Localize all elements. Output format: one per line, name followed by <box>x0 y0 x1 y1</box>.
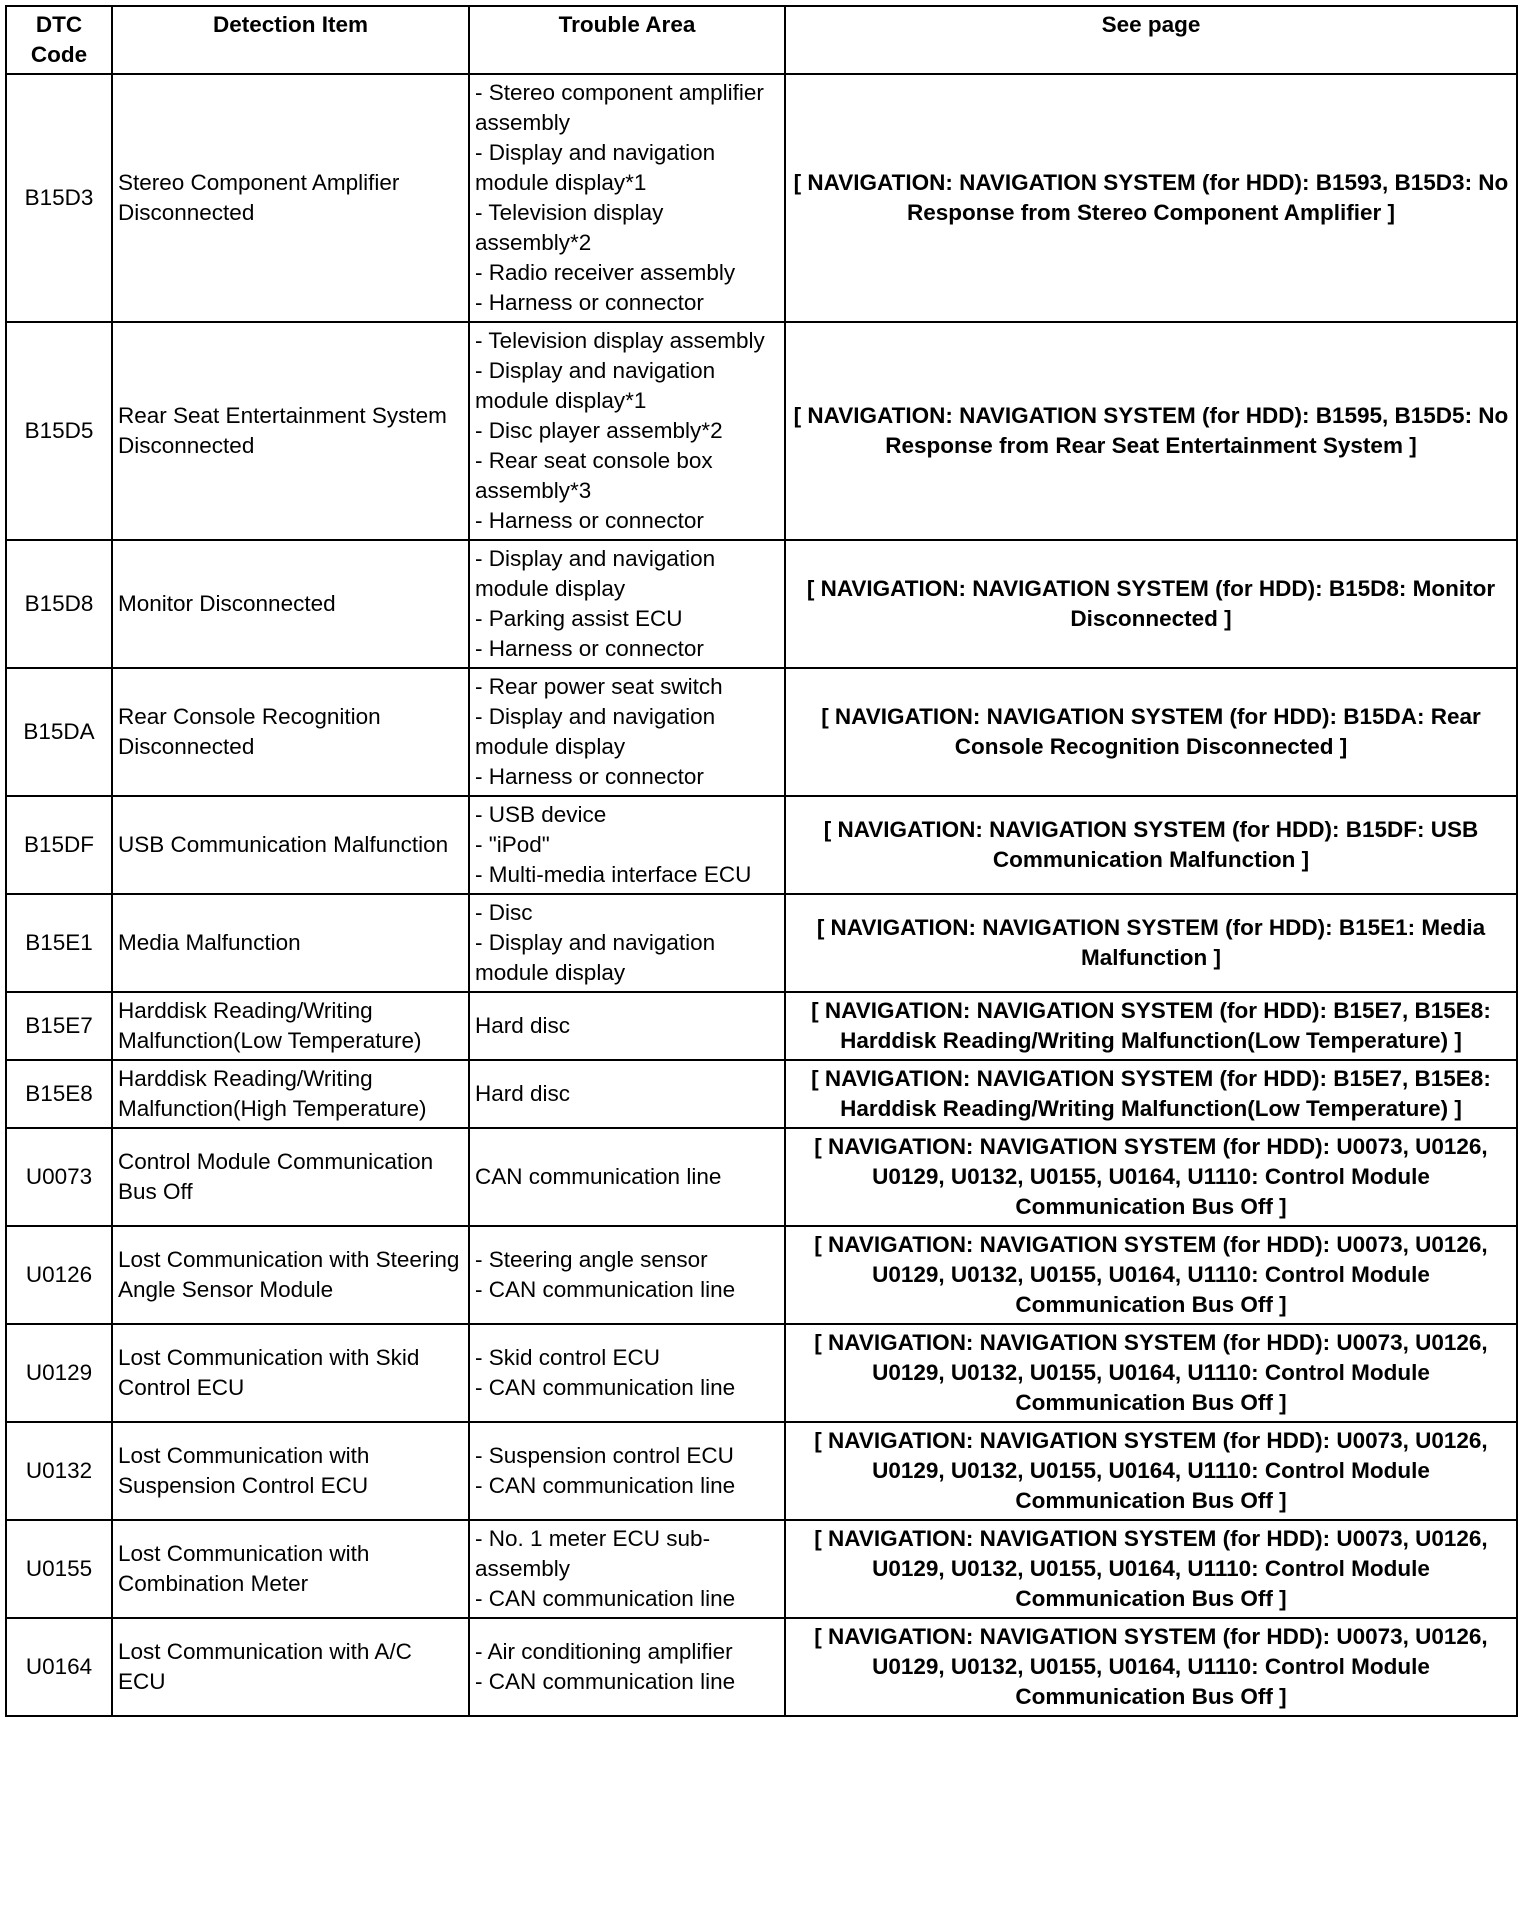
detection-item-cell: Lost Communication with Skid Control ECU <box>112 1324 469 1422</box>
dtc-code-cell: U0126 <box>6 1226 112 1324</box>
table-row <box>6 894 1517 992</box>
table-body <box>6 74 1517 1716</box>
trouble-area-line: - Stereo component amplifier assembly <box>475 80 764 135</box>
trouble-area-line: - Harness or connector <box>475 764 704 789</box>
trouble-area-line: - No. 1 meter ECU sub-assembly <box>475 1526 711 1581</box>
trouble-area-line: - Suspension control ECU <box>475 1443 734 1468</box>
detection-item-cell: USB Communication Malfunction <box>112 796 469 894</box>
table-row <box>6 1324 1517 1422</box>
dtc-code-cell: B15E7 <box>6 992 112 1060</box>
table-row <box>6 992 1517 1060</box>
trouble-area-cell <box>469 1422 785 1520</box>
trouble-area-line: CAN communication line <box>475 1164 722 1189</box>
header-detection-item: Detection Item <box>112 6 469 74</box>
trouble-area-line: Hard disc <box>475 1013 571 1038</box>
trouble-area-line: - Television display assembly*2 <box>475 200 664 255</box>
trouble-area-line: - Disc player assembly*2 <box>475 418 723 443</box>
trouble-area-line: - Radio receiver assembly <box>475 260 736 285</box>
trouble-area-line: - Display and navigation module display*1 <box>475 140 716 195</box>
trouble-area-cell <box>469 1128 785 1226</box>
detection-item-cell: Control Module Communication Bus Off <box>112 1128 469 1226</box>
detection-item-cell: Monitor Disconnected <box>112 540 469 668</box>
trouble-area-line: - CAN communication line <box>475 1586 736 1611</box>
dtc-table <box>5 5 1518 1717</box>
header-trouble-area: Trouble Area <box>469 6 785 74</box>
table-header <box>6 6 1517 74</box>
trouble-area-cell <box>469 894 785 992</box>
dtc-code-cell: B15D8 <box>6 540 112 668</box>
trouble-area-line: - Air conditioning amplifier <box>475 1639 733 1664</box>
trouble-area-line: - Rear power seat switch <box>475 674 723 699</box>
see-page-link[interactable]: [ NAVIGATION: NAVIGATION SYSTEM (for HDD): U0073, U0126, U0129, U0132, U0155, U0164, U1110: Control Module Communication Bus Off ] <box>785 1422 1517 1520</box>
dtc-code-cell: B15DA <box>6 668 112 796</box>
see-page-link[interactable]: [ NAVIGATION: NAVIGATION SYSTEM (for HDD): B15E1: Media Malfunction ] <box>785 894 1517 992</box>
dtc-code-cell: B15E1 <box>6 894 112 992</box>
table-row <box>6 668 1517 796</box>
trouble-area-line: - Rear seat console box assembly*3 <box>475 448 713 503</box>
trouble-area-line: - USB device <box>475 802 607 827</box>
table-row <box>6 1128 1517 1226</box>
trouble-area-line: - CAN communication line <box>475 1473 736 1498</box>
trouble-area-cell <box>469 1520 785 1618</box>
see-page-link[interactable]: [ NAVIGATION: NAVIGATION SYSTEM (for HDD): B15E7, B15E8: Harddisk Reading/Writing Malfunction(Low Temperature) ] <box>785 1060 1517 1128</box>
table-row <box>6 322 1517 540</box>
trouble-area-line: - Disc <box>475 900 533 925</box>
dtc-code-cell: B15DF <box>6 796 112 894</box>
trouble-area-cell <box>469 1618 785 1716</box>
trouble-area-cell <box>469 322 785 540</box>
see-page-link[interactable]: [ NAVIGATION: NAVIGATION SYSTEM (for HDD): B15DF: USB Communication Malfunction ] <box>785 796 1517 894</box>
dtc-code-cell: B15E8 <box>6 1060 112 1128</box>
trouble-area-line: - CAN communication line <box>475 1277 736 1302</box>
trouble-area-line: - Harness or connector <box>475 290 704 315</box>
detection-item-cell: Lost Communication with Combination Meter <box>112 1520 469 1618</box>
table-row <box>6 540 1517 668</box>
trouble-area-cell <box>469 668 785 796</box>
dtc-code-cell: U0129 <box>6 1324 112 1422</box>
trouble-area-line: - CAN communication line <box>475 1375 736 1400</box>
dtc-code-cell: U0073 <box>6 1128 112 1226</box>
see-page-link[interactable]: [ NAVIGATION: NAVIGATION SYSTEM (for HDD): U0073, U0126, U0129, U0132, U0155, U0164, U1110: Control Module Communication Bus Off ] <box>785 1520 1517 1618</box>
trouble-area-cell <box>469 992 785 1060</box>
trouble-area-line: - Harness or connector <box>475 636 704 661</box>
table-row <box>6 1520 1517 1618</box>
detection-item-cell: Rear Console Recognition Disconnected <box>112 668 469 796</box>
detection-item-cell: Lost Communication with Suspension Control ECU <box>112 1422 469 1520</box>
see-page-link[interactable]: [ NAVIGATION: NAVIGATION SYSTEM (for HDD): U0073, U0126, U0129, U0132, U0155, U0164, U1110: Control Module Communication Bus Off ] <box>785 1226 1517 1324</box>
header-row <box>6 6 1517 74</box>
table-row <box>6 796 1517 894</box>
trouble-area-line: - Display and navigation module display <box>475 704 716 759</box>
see-page-link[interactable]: [ NAVIGATION: NAVIGATION SYSTEM (for HDD): B15E7, B15E8: Harddisk Reading/Writing Malfunction(Low Temperature) ] <box>785 992 1517 1060</box>
detection-item-cell: Media Malfunction <box>112 894 469 992</box>
see-page-link[interactable]: [ NAVIGATION: NAVIGATION SYSTEM (for HDD): B15D8: Monitor Disconnected ] <box>785 540 1517 668</box>
trouble-area-line: - CAN communication line <box>475 1669 736 1694</box>
table-row <box>6 1226 1517 1324</box>
see-page-link[interactable]: [ NAVIGATION: NAVIGATION SYSTEM (for HDD): U0073, U0126, U0129, U0132, U0155, U0164, U1110: Control Module Communication Bus Off ] <box>785 1324 1517 1422</box>
trouble-area-line: - Display and navigation module display <box>475 546 716 601</box>
dtc-code-cell: B15D5 <box>6 322 112 540</box>
dtc-code-cell: B15D3 <box>6 74 112 322</box>
detection-item-cell: Lost Communication with Steering Angle Sensor Module <box>112 1226 469 1324</box>
trouble-area-cell <box>469 796 785 894</box>
trouble-area-cell <box>469 540 785 668</box>
trouble-area-cell <box>469 1226 785 1324</box>
detection-item-cell: Rear Seat Entertainment System Disconnected <box>112 322 469 540</box>
dtc-code-cell: U0155 <box>6 1520 112 1618</box>
trouble-area-line: - Display and navigation module display*1 <box>475 358 716 413</box>
table-row <box>6 1422 1517 1520</box>
see-page-link[interactable]: [ NAVIGATION: NAVIGATION SYSTEM (for HDD): U0073, U0126, U0129, U0132, U0155, U0164, U1110: Control Module Communication Bus Off ] <box>785 1618 1517 1716</box>
header-see-page: See page <box>785 6 1517 74</box>
trouble-area-line: - Display and navigation module display <box>475 930 716 985</box>
trouble-area-line: - Harness or connector <box>475 508 704 533</box>
see-page-link[interactable]: [ NAVIGATION: NAVIGATION SYSTEM (for HDD): B1593, B15D3: No Response from Stereo Component Amplifier ] <box>785 74 1517 322</box>
trouble-area-line: - Steering angle sensor <box>475 1247 708 1272</box>
dtc-code-cell: U0132 <box>6 1422 112 1520</box>
see-page-link[interactable]: [ NAVIGATION: NAVIGATION SYSTEM (for HDD): B15DA: Rear Console Recognition Disconnected ] <box>785 668 1517 796</box>
detection-item-cell: Stereo Component Amplifier Disconnected <box>112 74 469 322</box>
trouble-area-line: - Skid control ECU <box>475 1345 661 1370</box>
trouble-area-line: Hard disc <box>475 1081 571 1106</box>
trouble-area-cell <box>469 1060 785 1128</box>
detection-item-cell: Harddisk Reading/Writing Malfunction(Low Temperature) <box>112 992 469 1060</box>
trouble-area-cell <box>469 1324 785 1422</box>
header-dtc-code: DTC Code <box>6 6 112 74</box>
table-row <box>6 1618 1517 1716</box>
dtc-code-cell: U0164 <box>6 1618 112 1716</box>
detection-item-cell: Lost Communication with A/C ECU <box>112 1618 469 1716</box>
trouble-area-line: - "iPod" <box>475 832 550 857</box>
trouble-area-line: - Television display assembly <box>475 328 765 353</box>
see-page-link[interactable]: [ NAVIGATION: NAVIGATION SYSTEM (for HDD): B1595, B15D5: No Response from Rear Seat Entertainment System ] <box>785 322 1517 540</box>
trouble-area-line: - Multi-media interface ECU <box>475 862 752 887</box>
trouble-area-line: - Parking assist ECU <box>475 606 683 631</box>
table-row <box>6 1060 1517 1128</box>
trouble-area-cell <box>469 74 785 322</box>
table-row <box>6 74 1517 322</box>
see-page-link[interactable]: [ NAVIGATION: NAVIGATION SYSTEM (for HDD): U0073, U0126, U0129, U0132, U0155, U0164, U1110: Control Module Communication Bus Off ] <box>785 1128 1517 1226</box>
detection-item-cell: Harddisk Reading/Writing Malfunction(High Temperature) <box>112 1060 469 1128</box>
